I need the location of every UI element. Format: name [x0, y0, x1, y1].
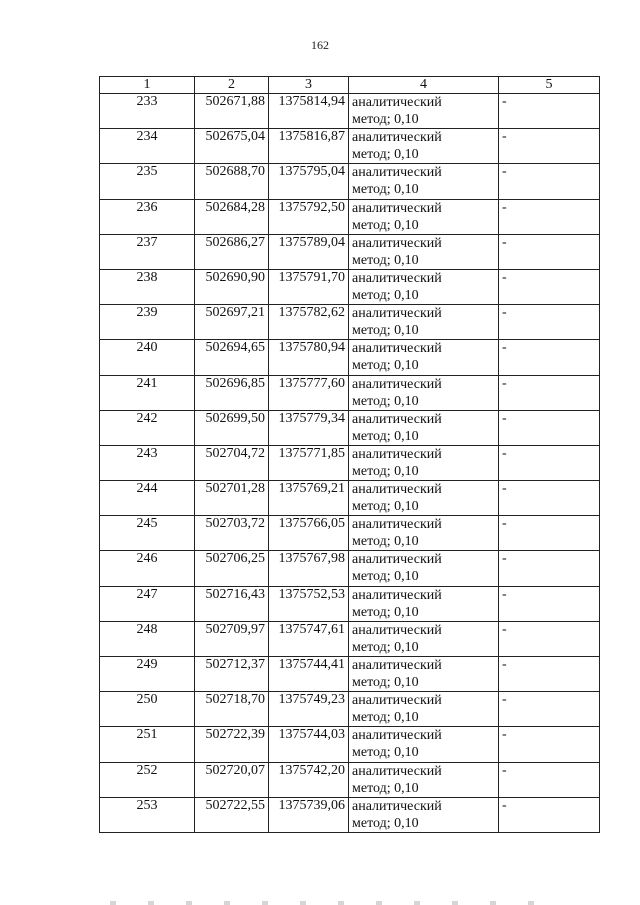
- note-cell: -: [499, 692, 600, 727]
- y-coordinate-cell: 1375744,03: [269, 727, 349, 762]
- y-coordinate-cell: 1375816,87: [269, 129, 349, 164]
- method-cell: [349, 269, 499, 304]
- note-cell: -: [499, 762, 600, 797]
- method-line-1: аналитический: [352, 200, 442, 216]
- point-number-cell: 247: [100, 586, 195, 621]
- x-coordinate-cell: 502671,88: [195, 94, 269, 129]
- method-line-1: аналитический: [352, 517, 442, 533]
- y-coordinate-cell: 1375739,06: [269, 797, 349, 832]
- y-coordinate-cell: 1375749,23: [269, 692, 349, 727]
- method-line-1: аналитический: [352, 306, 442, 322]
- note-cell: -: [499, 234, 600, 269]
- method-line-2: метод; 0,10: [352, 217, 419, 233]
- point-number-cell: 237: [100, 234, 195, 269]
- method-cell: [349, 375, 499, 410]
- x-coordinate-cell: 502704,72: [195, 445, 269, 480]
- method-line-1: аналитический: [352, 482, 442, 498]
- point-number-cell: 246: [100, 551, 195, 586]
- note-cell: -: [499, 410, 600, 445]
- method-cell: [349, 445, 499, 480]
- method-cell: [349, 129, 499, 164]
- header-col-1: 1: [100, 77, 195, 94]
- x-coordinate-cell: 502716,43: [195, 586, 269, 621]
- table-row: [100, 410, 600, 445]
- header-col-3: 3: [269, 77, 349, 94]
- method-line-2: метод; 0,10: [352, 675, 419, 690]
- method-line-2: метод; 0,10: [352, 428, 419, 444]
- method-cell: [349, 621, 499, 656]
- point-number-cell: 239: [100, 305, 195, 340]
- table-row: [100, 164, 600, 199]
- y-coordinate-cell: 1375792,50: [269, 199, 349, 234]
- table-row: [100, 551, 600, 586]
- method-cell: [349, 94, 499, 129]
- point-number-cell: 245: [100, 516, 195, 551]
- method-cell: [349, 797, 499, 832]
- method-line-2: метод; 0,10: [352, 358, 419, 374]
- y-coordinate-cell: 1375766,05: [269, 516, 349, 551]
- x-coordinate-cell: 502712,37: [195, 657, 269, 692]
- method-line-1: аналитический: [352, 411, 442, 427]
- method-line-2: метод; 0,10: [352, 463, 419, 479]
- method-line-2: метод; 0,10: [352, 569, 419, 585]
- y-coordinate-cell: 1375791,70: [269, 269, 349, 304]
- x-coordinate-cell: 502675,04: [195, 129, 269, 164]
- point-number-cell: 248: [100, 621, 195, 656]
- point-number-cell: 249: [100, 657, 195, 692]
- table-row: [100, 797, 600, 832]
- note-cell: -: [499, 516, 600, 551]
- table-row: [100, 657, 600, 692]
- method-line-1: аналитический: [352, 341, 442, 357]
- point-number-cell: 251: [100, 727, 195, 762]
- x-coordinate-cell: 502722,39: [195, 727, 269, 762]
- method-line-1: аналитический: [352, 165, 442, 181]
- method-line-1: аналитический: [352, 235, 442, 251]
- point-number-cell: 235: [100, 164, 195, 199]
- method-line-1: аналитический: [352, 587, 442, 603]
- note-cell: -: [499, 586, 600, 621]
- y-coordinate-cell: 1375769,21: [269, 481, 349, 516]
- table-row: [100, 762, 600, 797]
- coordinates-table: [99, 76, 600, 833]
- method-line-1: аналитический: [352, 130, 442, 146]
- y-coordinate-cell: 1375814,94: [269, 94, 349, 129]
- note-cell: -: [499, 94, 600, 129]
- method-line-1: аналитический: [352, 658, 442, 673]
- method-cell: [349, 340, 499, 375]
- method-line-2: метод; 0,10: [352, 147, 419, 163]
- point-number-cell: 252: [100, 762, 195, 797]
- note-cell: -: [499, 481, 600, 516]
- method-line-2: метод; 0,10: [352, 287, 419, 303]
- y-coordinate-cell: 1375777,60: [269, 375, 349, 410]
- x-coordinate-cell: 502718,70: [195, 692, 269, 727]
- note-cell: -: [499, 269, 600, 304]
- note-cell: -: [499, 340, 600, 375]
- note-cell: -: [499, 657, 600, 692]
- table-row: [100, 234, 600, 269]
- method-cell: [349, 657, 499, 692]
- point-number-cell: 243: [100, 445, 195, 480]
- method-line-1: аналитический: [352, 622, 442, 638]
- point-number-cell: 233: [100, 94, 195, 129]
- footer-scan-artifact: [110, 901, 550, 905]
- x-coordinate-cell: 502703,72: [195, 516, 269, 551]
- table-row: [100, 199, 600, 234]
- method-line-2: метод; 0,10: [352, 604, 419, 620]
- header-col-2: 2: [195, 77, 269, 94]
- method-cell: [349, 234, 499, 269]
- method-cell: [349, 199, 499, 234]
- point-number-cell: 244: [100, 481, 195, 516]
- table-row: [100, 586, 600, 621]
- x-coordinate-cell: 502686,27: [195, 234, 269, 269]
- method-cell: [349, 481, 499, 516]
- method-line-2: метод; 0,10: [352, 499, 419, 515]
- note-cell: -: [499, 199, 600, 234]
- table-row: [100, 621, 600, 656]
- x-coordinate-cell: 502706,25: [195, 551, 269, 586]
- x-coordinate-cell: 502701,28: [195, 481, 269, 516]
- header-col-4: 4: [349, 77, 499, 94]
- x-coordinate-cell: 502720,07: [195, 762, 269, 797]
- y-coordinate-cell: 1375779,34: [269, 410, 349, 445]
- point-number-cell: 240: [100, 340, 195, 375]
- method-line-2: метод; 0,10: [352, 815, 419, 831]
- x-coordinate-cell: 502697,21: [195, 305, 269, 340]
- table-header: [100, 77, 600, 94]
- y-coordinate-cell: 1375782,62: [269, 305, 349, 340]
- table-row: [100, 445, 600, 480]
- point-number-cell: 250: [100, 692, 195, 727]
- method-cell: [349, 164, 499, 199]
- point-number-cell: 234: [100, 129, 195, 164]
- method-line-2: метод; 0,10: [352, 252, 419, 268]
- y-coordinate-cell: 1375795,04: [269, 164, 349, 199]
- y-coordinate-cell: 1375789,04: [269, 234, 349, 269]
- method-line-1: аналитический: [352, 95, 442, 110]
- method-cell: [349, 586, 499, 621]
- table-row: [100, 375, 600, 410]
- table-row: [100, 305, 600, 340]
- method-cell: [349, 551, 499, 586]
- x-coordinate-cell: 502688,70: [195, 164, 269, 199]
- table-body: [100, 94, 600, 833]
- table-row: [100, 727, 600, 762]
- point-number-cell: 242: [100, 410, 195, 445]
- note-cell: -: [499, 129, 600, 164]
- note-cell: -: [499, 551, 600, 586]
- y-coordinate-cell: 1375780,94: [269, 340, 349, 375]
- table-row: [100, 692, 600, 727]
- x-coordinate-cell: 502722,55: [195, 797, 269, 832]
- method-line-1: аналитический: [352, 763, 442, 779]
- table-row: [100, 516, 600, 551]
- method-line-2: метод; 0,10: [352, 534, 419, 550]
- y-coordinate-cell: 1375767,98: [269, 551, 349, 586]
- point-number-cell: 241: [100, 375, 195, 410]
- note-cell: -: [499, 445, 600, 480]
- table-row: [100, 340, 600, 375]
- method-line-1: аналитический: [352, 552, 442, 568]
- method-cell: [349, 762, 499, 797]
- table-row: [100, 129, 600, 164]
- y-coordinate-cell: 1375747,61: [269, 621, 349, 656]
- method-line-1: аналитический: [352, 728, 442, 744]
- x-coordinate-cell: 502694,65: [195, 340, 269, 375]
- y-coordinate-cell: 1375742,20: [269, 762, 349, 797]
- method-line-2: метод; 0,10: [352, 639, 419, 655]
- x-coordinate-cell: 502684,28: [195, 199, 269, 234]
- method-line-2: метод; 0,10: [352, 182, 419, 198]
- point-number-cell: 238: [100, 269, 195, 304]
- header-row: [100, 77, 600, 94]
- page-number: 162: [311, 38, 329, 52]
- method-cell: [349, 516, 499, 551]
- method-cell: [349, 305, 499, 340]
- note-cell: -: [499, 797, 600, 832]
- method-line-2: метод; 0,10: [352, 745, 419, 761]
- x-coordinate-cell: 502690,90: [195, 269, 269, 304]
- method-line-1: аналитический: [352, 446, 442, 462]
- method-line-2: метод; 0,10: [352, 323, 419, 339]
- method-line-1: аналитический: [352, 376, 442, 392]
- x-coordinate-cell: 502699,50: [195, 410, 269, 445]
- method-cell: [349, 692, 499, 727]
- y-coordinate-cell: 1375744,41: [269, 657, 349, 692]
- y-coordinate-cell: 1375771,85: [269, 445, 349, 480]
- method-line-2: метод; 0,10: [352, 112, 419, 127]
- method-line-2: метод; 0,10: [352, 780, 419, 796]
- method-line-1: аналитический: [352, 798, 442, 814]
- table-row: [100, 269, 600, 304]
- method-cell: [349, 410, 499, 445]
- table-row: [100, 481, 600, 516]
- method-cell: [349, 727, 499, 762]
- note-cell: -: [499, 164, 600, 199]
- method-line-2: метод; 0,10: [352, 710, 419, 726]
- x-coordinate-cell: 502709,97: [195, 621, 269, 656]
- y-coordinate-cell: 1375752,53: [269, 586, 349, 621]
- point-number-cell: 253: [100, 797, 195, 832]
- method-line-2: метод; 0,10: [352, 393, 419, 409]
- table-row: [100, 94, 600, 129]
- note-cell: -: [499, 305, 600, 340]
- note-cell: -: [499, 375, 600, 410]
- note-cell: -: [499, 621, 600, 656]
- method-line-1: аналитический: [352, 270, 442, 286]
- x-coordinate-cell: 502696,85: [195, 375, 269, 410]
- point-number-cell: 236: [100, 199, 195, 234]
- header-col-5: 5: [499, 77, 600, 94]
- method-line-1: аналитический: [352, 693, 442, 709]
- note-cell: -: [499, 727, 600, 762]
